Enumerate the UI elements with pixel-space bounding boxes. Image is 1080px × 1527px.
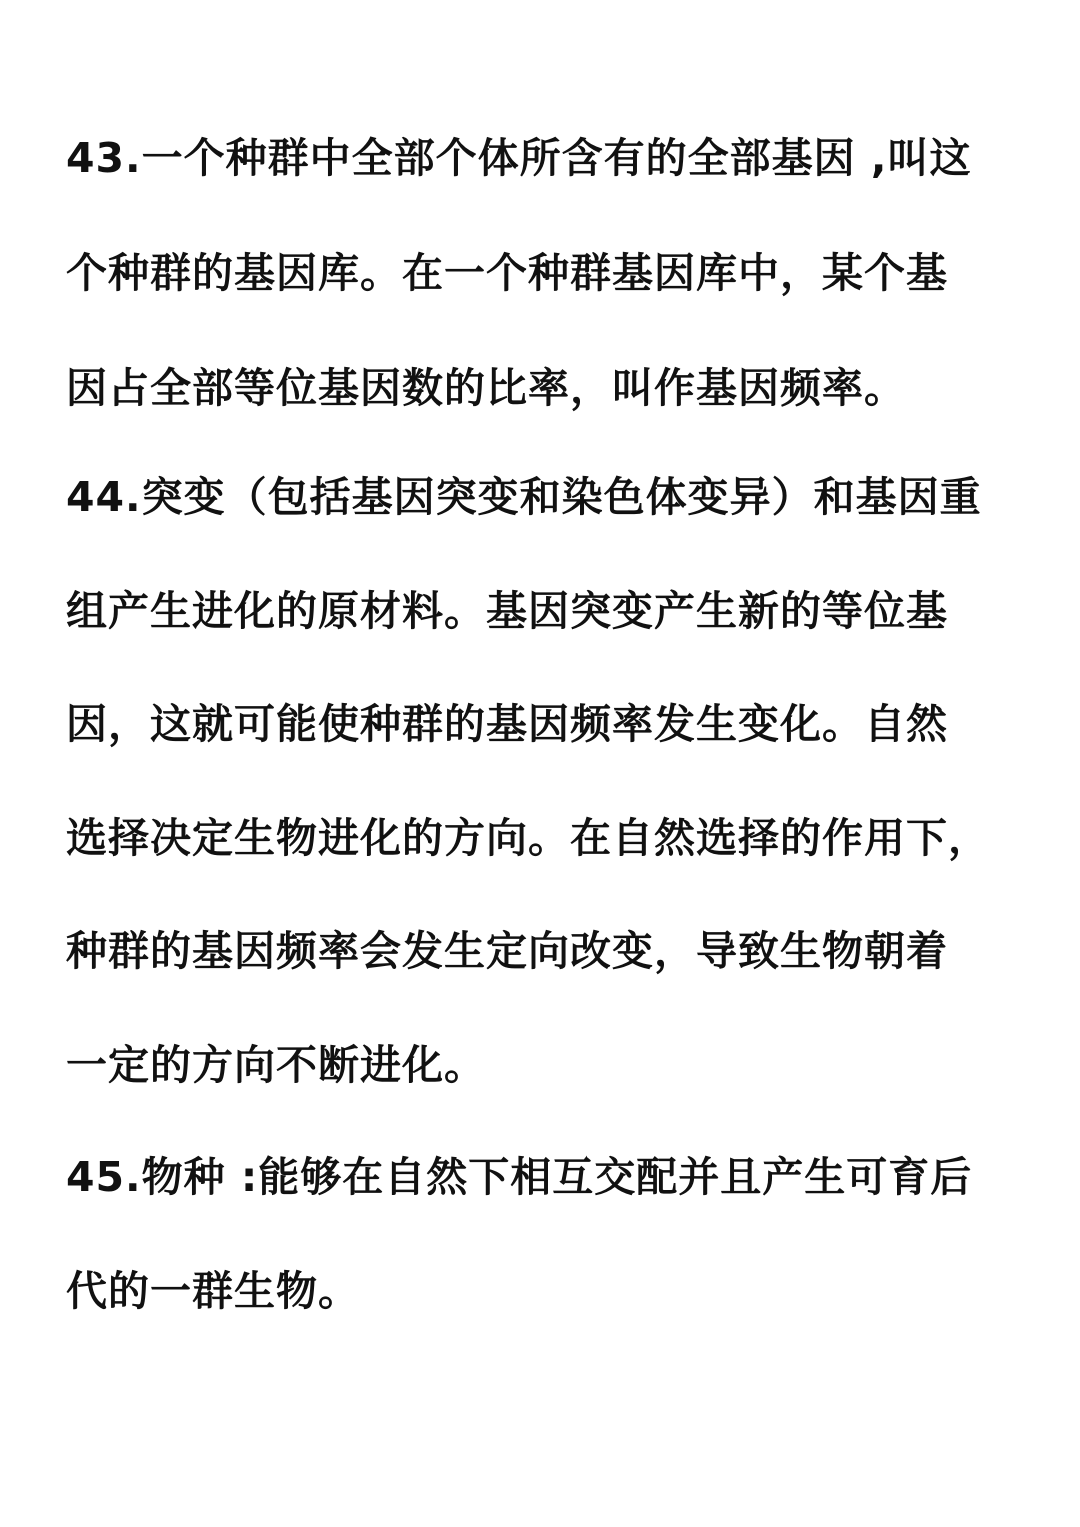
- paragraph-44-line-2: 组产生进化的原材料。基因突变产生新的等位基: [66, 587, 948, 635]
- paragraph-44-line-6: 一定的方向不断进化。: [66, 1041, 486, 1089]
- paragraph-45-line-1: 45.物种 :能够在自然下相互交配并且产生可育后: [66, 1153, 973, 1201]
- paragraph-43-line-3: 因占全部等位基因数的比率，叫作基因频率。: [66, 364, 906, 412]
- paragraph-44-line-5: 种群的基因频率会发生定向改变，导致生物朝着: [66, 927, 948, 975]
- paragraph-43-line-1: 43.一个种群中全部个体所含有的全部基因 ,叫这: [66, 134, 972, 182]
- paragraph-43-line-2: 个种群的基因库。在一个种群基因库中，某个基: [66, 249, 948, 297]
- paragraph-44-line-3: 因，这就可能使种群的基因频率发生变化。自然: [66, 700, 948, 748]
- paragraph-45-line-2: 代的一群生物。: [66, 1267, 360, 1315]
- paragraph-44-line-1: 44.突变（包括基因突变和染色体变异）和基因重: [66, 473, 982, 521]
- paragraph-44-line-4: 选择决定生物进化的方向。在自然选择的作用下，: [66, 814, 990, 862]
